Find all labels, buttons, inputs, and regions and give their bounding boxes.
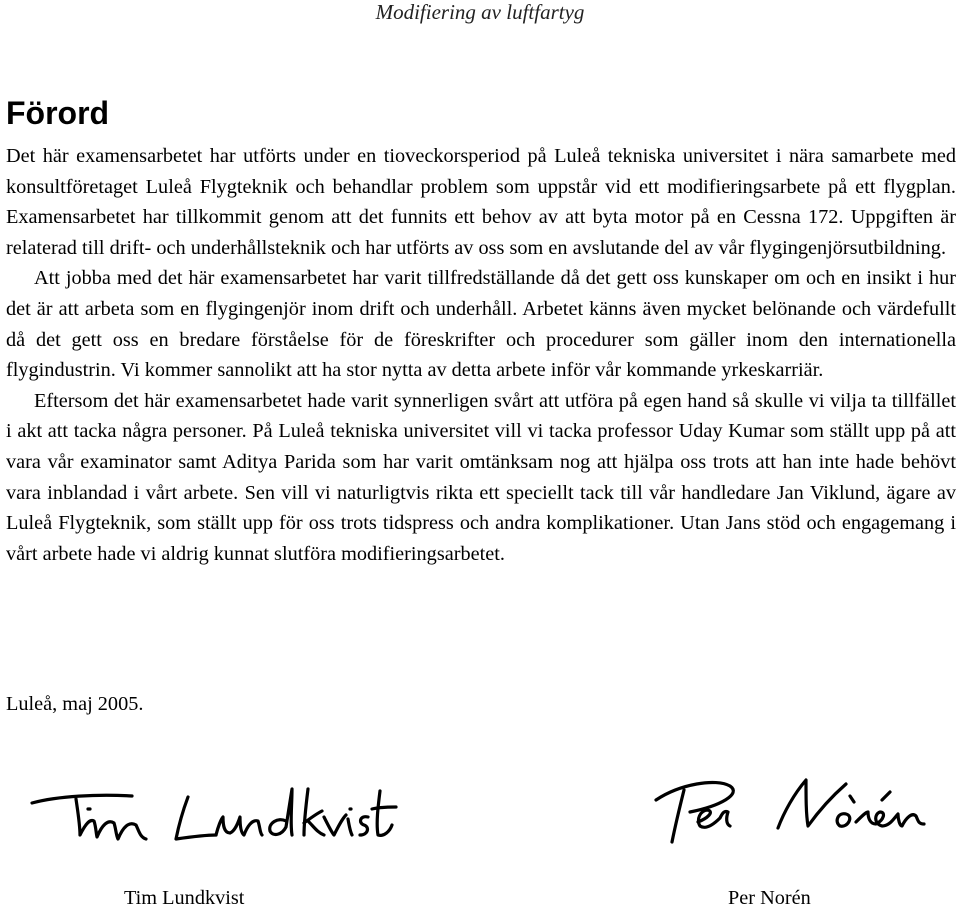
place-and-date: Luleå, maj 2005. [6, 693, 144, 715]
signature-tim-lundkvist [28, 783, 408, 853]
running-header: Modifiering av luftfartyg [375, 0, 585, 24]
paragraph-1: Det här examensarbetet har utförts under en tioveckorsperiod på Luleå tekniska universitet i nära samarbete med konsultföretaget Luleå Flygteknik och behandlar problem som uppstår vid ett modifieringsarbete på ett flygplan. Examensarbetet har tillkommit genom att det funnits ett behov av att byta motor på en Cessna 172. Uppgiften är relaterad till drift- och underhållsteknik och har utförts av oss som en avslutande del av vår flygingenjörsutbildning. [6, 145, 956, 259]
preface-body [6, 141, 956, 569]
page-title: Förord [6, 95, 110, 131]
signer-name-per-noren: Per Norén [728, 887, 811, 909]
paragraph-2: Att jobba med det här examensarbetet har varit tillfredställande då det gett oss kunskaper om och en insikt i hur det är att arbeta som en flygingenjör inom drift och underhåll. Arbetet känns även mycket belönande och värdefullt då det gett oss en bredare förståelse för de föreskrifter och procedurer som gäller inom den internationella flygindustrin. Vi kommer sannolikt att ha stor nytta av detta arbete inför vår kommande yrkeskarriär. [6, 267, 956, 382]
paragraph-3: Eftersom det här examensarbetet hade varit synnerligen svårt att utföra på egen hand så skulle vi vilja ta tillfället i akt att tacka några personer. På Luleå tekniska universitet vill vi tacka professor Uday Kumar som ställt upp på att vara vår examinator samt Aditya Parida som har varit omtänksam nog att hjälpa oss trots att han inte hade behövt vara inblandad i vårt arbete. Sen vill vi naturligtvis rikta ett speciellt tack till vår handledare Jan Viklund, ägare av Luleå Flygteknik, som ställt upp för oss trots tidspress och andra komplikationer. Utan Jans stöd och engagemang i vårt arbete hade vi aldrig kunnat slutföra modifieringsarbetet. [6, 389, 956, 565]
signature-per-noren [650, 770, 930, 850]
signer-name-tim-lundkvist: Tim Lundkvist [124, 887, 245, 909]
